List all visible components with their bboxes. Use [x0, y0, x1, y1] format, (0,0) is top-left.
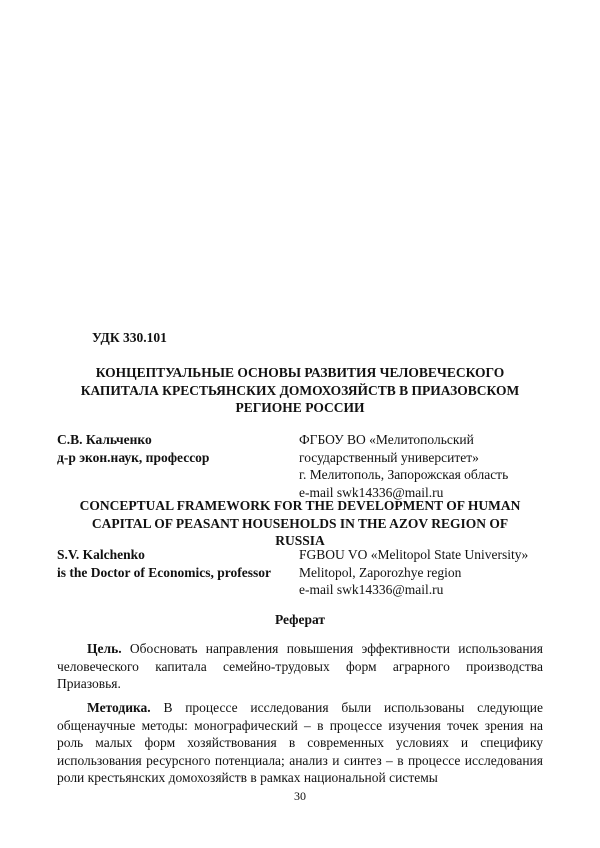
abstract-goal-paragraph	[57, 640, 543, 693]
title-ru	[60, 364, 540, 417]
title-en-line: RUSSIA	[275, 533, 325, 548]
udk-code: УДК 330.101	[92, 330, 167, 345]
page-number: 30	[294, 789, 306, 803]
title-ru-line: РЕГИОНЕ РОССИИ	[235, 400, 365, 415]
affiliation-ru-line: г. Мелитополь, Запорожская область	[299, 467, 509, 482]
title-en	[60, 497, 540, 550]
title-en-line: CAPITAL OF PEASANT HOUSEHOLDS IN THE AZOV REGION OF	[91, 515, 509, 531]
affiliation-ru-email: e-mail swk14336@mail.ru	[299, 484, 444, 500]
affiliation-ru-line: государственный университет»	[299, 449, 479, 465]
affiliation-en-email: e-mail swk14336@mail.ru	[299, 582, 444, 597]
goal-label: Цель.	[87, 641, 122, 656]
method-label: Методика.	[87, 700, 151, 715]
affiliation-en	[299, 546, 559, 599]
affiliation-en-line: FGBOU VO «Melitopol State University»	[299, 547, 529, 562]
title-ru-line: КАПИТАЛА КРЕСТЬЯНСКИХ ДОМОХОЗЯЙСТВ В ПРИАЗОВСКОМ	[80, 382, 520, 398]
author-degree-ru: д-р экон.наук, профессор	[57, 449, 210, 465]
title-ru-line: КОНЦЕПТУАЛЬНЫЕ ОСНОВЫ РАЗВИТИЯ ЧЕЛОВЕЧЕСКОГО	[95, 365, 505, 380]
abstract-heading: Реферат	[274, 612, 326, 627]
author-name-ru: С.В. Кальченко	[57, 432, 152, 447]
author-degree-en: is the Doctor of Economics, professor	[57, 564, 271, 580]
abstract-method-paragraph	[57, 699, 543, 787]
title-en-line: CONCEPTUAL FRAMEWORK FOR THE DEVELOPMENT OF HUMAN	[79, 498, 521, 513]
affiliation-en-line: Melitopol, Zaporozhye region	[299, 564, 462, 580]
affiliation-ru	[299, 431, 559, 501]
author-ru	[57, 431, 287, 466]
method-text: В процессе исследования были использованы следующие общенаучные методы: монографический – в процессе изучения точек зрения на роль малых форм хозяйствования в современных условиях и специфику использования ресурсного потенциала; анализ и синтез – в процессе исследования роли крестьянских домохозяйств в рамках национальной системы	[57, 700, 543, 785]
author-en	[57, 546, 287, 581]
author-name-en: S.V. Kalchenko	[57, 547, 145, 562]
affiliation-ru-line: ФГБОУ ВО «Мелитопольский	[299, 432, 474, 447]
goal-text: Обосновать направления повышения эффективности использования человеческого капитала семейно-трудовых форм аграрного производства Приазовья.	[57, 641, 543, 691]
